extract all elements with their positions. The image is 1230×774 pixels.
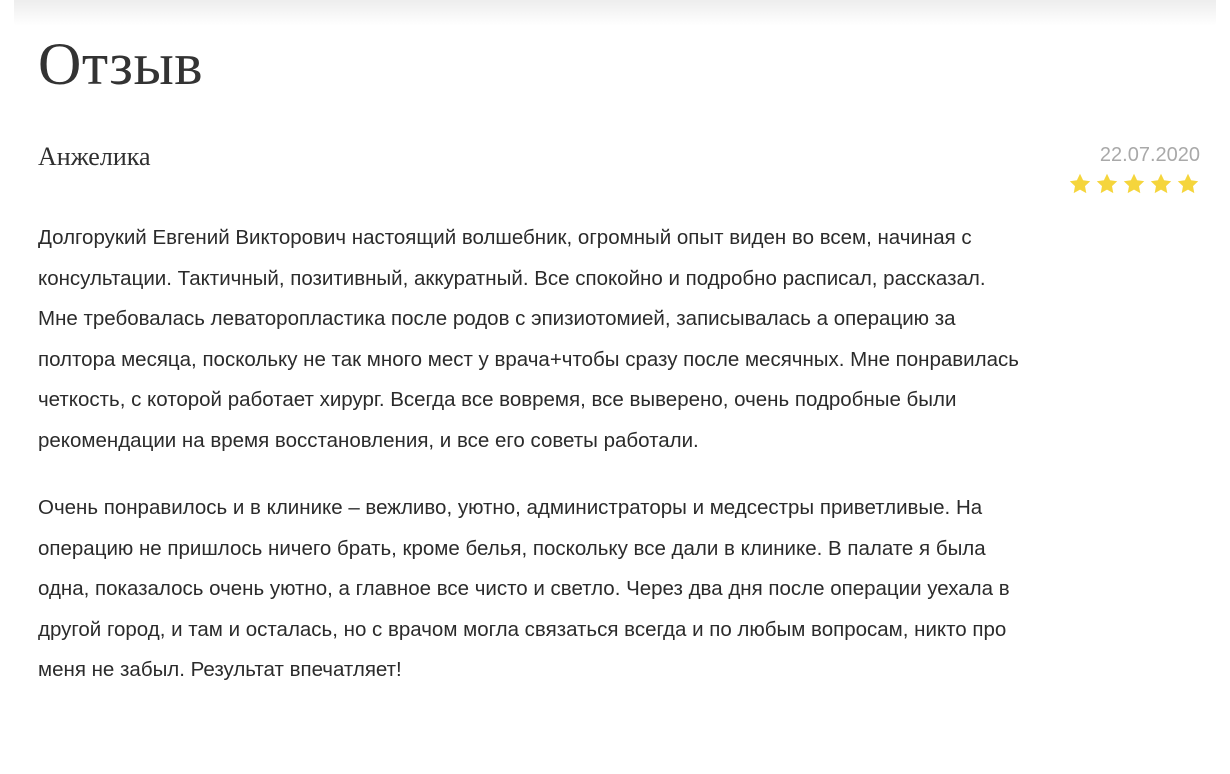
review-line: рекомендации на время восстановления, и все его советы работали. bbox=[38, 428, 699, 452]
review-line: операцию не пришлось ничего брать, кроме белья, поскольку все дали в клинике. В палате я была bbox=[38, 536, 986, 560]
star-icon bbox=[1095, 172, 1119, 196]
star-icon bbox=[1176, 172, 1200, 196]
review-line: Долгорукий Евгений Викторович настоящий волшебник, огромный опыт виден во всем, начиная с bbox=[38, 226, 972, 249]
review-meta bbox=[1068, 142, 1200, 196]
header-shadow bbox=[14, 0, 1216, 26]
star-icon bbox=[1122, 172, 1146, 196]
star-icon bbox=[1068, 172, 1092, 196]
review-paragraph-2 bbox=[38, 488, 1200, 691]
rating-stars bbox=[1068, 172, 1200, 196]
review-line: одна, показалось очень уютно, а главное все чисто и светло. Через два дня после операции уехала в bbox=[38, 577, 1010, 600]
review-paragraph-1 bbox=[38, 218, 1200, 461]
review-line: Очень понравилось и в клинике – вежливо, уютно, администраторы и медсестры приветливые. На bbox=[38, 496, 983, 519]
review-line: консультации. Тактичный, позитивный, аккуратный. Все спокойно и подробно расписал, рассказал. bbox=[38, 266, 986, 290]
star-icon bbox=[1149, 172, 1173, 196]
review-line: полтора месяца, поскольку не так много мест у врача+чтобы сразу после месячных. Мне понравилась bbox=[38, 347, 1019, 371]
review-line: Мне требовалась леваторопластика после родов с эпизиотомией, записывалась а операцию за bbox=[38, 307, 956, 330]
review-body bbox=[38, 218, 1200, 691]
review-line: другой город, и там и осталась, но с врачом могла связаться всегда и по любым вопросам, никто про bbox=[38, 617, 1007, 641]
review-date: 22.07.2020 bbox=[1099, 144, 1200, 166]
review-line: четкость, с которой работает хирург. Всегда все вовремя, все выверено, очень подробные были bbox=[38, 388, 957, 411]
page-title: Отзыв bbox=[38, 31, 204, 97]
review-author: Анжелика bbox=[38, 142, 151, 171]
review-line: меня не забыл. Результат впечатляет! bbox=[38, 658, 402, 681]
